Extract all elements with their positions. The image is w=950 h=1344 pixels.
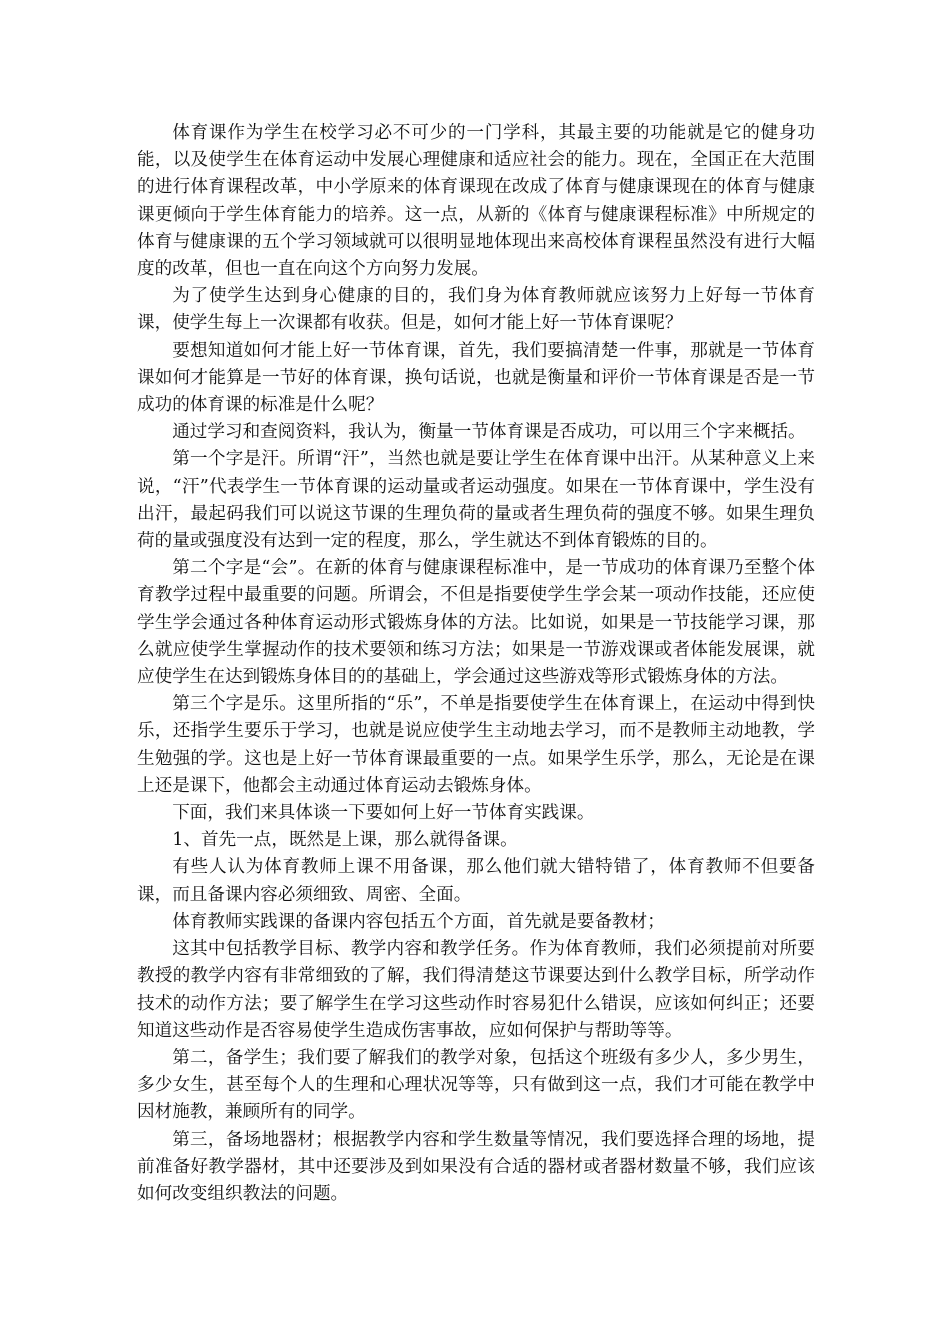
paragraph-prepare: 有些人认为体育教师上课不用备课，那么他们就大错特错了，体育教师不但要备课，而且备课内容必须细致、周密、全面。 — [137, 857, 815, 905]
paragraph-sweat: 第一个字是汗。所谓“汗”，当然也就是要让学生在体育课中出汗。从某种意义上来说，“汗”代表学生一节体育课的运动量或者运动强度。如果在一节体育课中，学生没有出汗，最起码我们可以说这节课的生理负荷的量或者生理负荷的强度不够。如果生理负荷的量或强度没有达到一定的程度，那么，学生就达不到体育锻炼的目的。 — [137, 449, 815, 552]
document-page — [137, 120, 815, 1208]
paragraph-materials: 这其中包括教学目标、教学内容和教学任务。作为体育教师，我们必须提前对所要教授的教学内容有非常细致的了解，我们得清楚这节课要达到什么教学目标，所学动作技术的动作方法；要了解学生在学习这些动作时容易犯什么错误，应该如何纠正；还要知道这些动作是否容易使学生造成伤害事故，应如何保护与帮助等等。 — [137, 939, 815, 1041]
paragraph-learn: 第二个字是“会”。在新的体育与健康课程标准中，是一节成功的体育课乃至整个体育教学过程中最重要的问题。所谓会，不但是指要使学生学会某一项动作技能，还应使学生学会通过各种体育运动形式锻炼身体的方法。比如说，如果是一节技能学习课，那么就应使学生掌握动作的技术要领和练习方法；如果是一节游戏课或者体能发展课，就应使学生在达到锻炼身体目的的基础上，学会通过这些游戏等形式锻炼身体的方法。 — [137, 558, 815, 688]
paragraph-five-aspects: 体育教师实践课的备课内容包括五个方面，首先就是要备教材； — [172, 911, 665, 932]
paragraph-equipment: 第三，备场地器材；根据教学内容和学生数量等情况，我们要选择合理的场地，提前准备好教学器材，其中还要涉及到如果没有合适的器材或者器材数量不够，我们应该如何改变组织教法的问题。 — [137, 1129, 815, 1204]
paragraph-practice-intro: 下面，我们来具体谈一下要如何上好一节体育实践课。 — [172, 803, 595, 824]
paragraph-purpose: 为了使学生达到身心健康的目的，我们身为体育教师就应该努力上好每一节体育课，使学生每上一次课都有收获。但是，如何才能上好一节体育课呢？ — [137, 286, 815, 334]
paragraph-intro: 体育课作为学生在校学习必不可少的一门学科，其最主要的功能就是它的健身功能，以及使学生在体育运动中发展心理健康和适应社会的能力。现在，全国正在大范围的进行体育课程改革，中小学原来的体育课现在改成了体育与健康课现在的体育与健康课更倾向于学生体育能力的培养。这一点，从新的《体育与健康课程标准》中所规定的体育与健康课的五个学习领域就可以很明显地体现出来高校体育课程虽然没有进行大幅度的改革，但也一直在向这个方向努力发展。 — [137, 123, 815, 280]
paragraph-question: 要想知道如何才能上好一节体育课，首先，我们要搞清楚一件事，那就是一节体育课如何才能算是一节好的体育课，换句话说，也就是衡量和评价一节体育课是否是一节成功的体育课的标准是什么呢？ — [137, 340, 815, 416]
paragraph-three-words: 通过学习和查阅资料，我认为，衡量一节体育课是否成功，可以用三个字来概括。 — [172, 422, 806, 443]
paragraph-joy: 第三个字是乐。这里所指的“乐”，不单是指要使学生在体育课上，在运动中得到快乐，还指学生要乐于学习，也就是说应使学生主动地去学习，而不是教师主动地教，学生勉强的学。这也是上好一节体育课最重要的一点。如果学生乐学，那么，无论是在课上还是课下，他都会主动通过体育运动去锻炼身体。 — [137, 694, 815, 796]
paragraph-students: 第二，备学生；我们要了解我们的教学对象，包括这个班级有多少人，多少男生，多少女生，甚至每个人的生理和心理状况等等，只有做到这一点，我们才可能在教学中因材施教，兼顾所有的同学。 — [137, 1047, 815, 1123]
paragraph-point-1: 1、首先一点，既然是上课，那么就得备课。 — [172, 830, 518, 851]
